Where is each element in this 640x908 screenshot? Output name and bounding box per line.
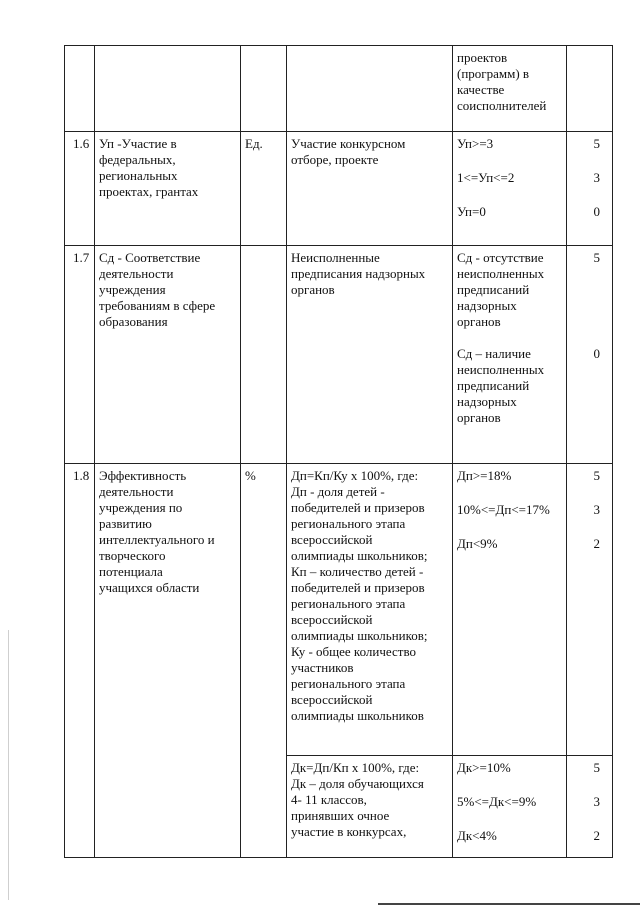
scan-edge-line bbox=[8, 630, 9, 900]
description-cell bbox=[287, 46, 453, 132]
indicator-name-line: деятельности bbox=[99, 266, 174, 281]
description-line: регионального этапа bbox=[291, 516, 406, 531]
row-number: 1.7 bbox=[73, 250, 90, 265]
criteria-line: качестве bbox=[457, 82, 505, 97]
score-cell bbox=[567, 756, 613, 858]
indicator-name-line: деятельности bbox=[99, 484, 174, 499]
criteria-line: Дп<9% bbox=[457, 536, 498, 551]
description-line: Неисполненные bbox=[291, 250, 380, 265]
description-line: олимпиады школьников bbox=[291, 708, 424, 723]
criteria-line: надзорных bbox=[457, 298, 517, 313]
criteria-cell bbox=[453, 46, 567, 132]
score-value: 5 bbox=[593, 468, 600, 483]
score-value: 3 bbox=[593, 170, 600, 185]
indicator-name-line: федеральных, bbox=[99, 152, 176, 167]
row-number-cell bbox=[65, 246, 95, 464]
indicator-name-line: учащихся области bbox=[99, 580, 200, 595]
description-line: всероссийской bbox=[291, 532, 373, 547]
description-line: участников bbox=[291, 660, 354, 675]
criteria-line: органов bbox=[457, 410, 501, 425]
description-line: Дк=Дп/Кп х 100%, где: bbox=[291, 760, 420, 775]
unit-cell bbox=[241, 46, 287, 132]
score-cell bbox=[567, 46, 613, 132]
criteria-line: органов bbox=[457, 314, 501, 329]
score-value: 5 bbox=[593, 760, 600, 775]
criteria-line: Уп>=3 bbox=[457, 136, 494, 151]
description-line: победителей и призеров bbox=[291, 500, 425, 515]
indicator-name-line: требованиям в сфере bbox=[99, 298, 216, 313]
indicator-name-line: учреждения по bbox=[99, 500, 183, 515]
description-line: органов bbox=[291, 282, 335, 297]
criteria-cell bbox=[453, 464, 567, 756]
indicator-name-cell bbox=[95, 132, 241, 246]
footer-rule bbox=[378, 903, 640, 905]
score-cell bbox=[567, 464, 613, 756]
description-line: Кп – количество детей - bbox=[291, 564, 424, 579]
table-row-continuation bbox=[65, 46, 613, 132]
row-number-cell bbox=[65, 464, 95, 858]
indicator-name-line: творческого bbox=[99, 548, 166, 563]
table-row-1-8 bbox=[65, 464, 613, 756]
table-row-1-7 bbox=[65, 246, 613, 464]
score-cell bbox=[567, 246, 613, 464]
indicator-name-line: интеллектуального и bbox=[99, 532, 215, 547]
criteria-line: Сд – наличие bbox=[457, 346, 531, 361]
unit-cell bbox=[241, 246, 287, 464]
description-cell bbox=[287, 464, 453, 756]
description-line: Дп - доля детей - bbox=[291, 484, 385, 499]
description-line: Участие конкурсном bbox=[291, 136, 406, 151]
indicator-name-line: учреждения bbox=[99, 282, 166, 297]
criteria-table bbox=[64, 45, 613, 858]
indicator-name-cell bbox=[95, 46, 241, 132]
criteria-line: предписаний bbox=[457, 282, 530, 297]
score-cell bbox=[567, 132, 613, 246]
score-value: 3 bbox=[593, 502, 600, 517]
score-value: 5 bbox=[593, 250, 600, 265]
description-line: олимпиады школьников; bbox=[291, 548, 428, 563]
criteria-line: проектов bbox=[457, 50, 508, 65]
score-value: 2 bbox=[593, 828, 600, 843]
unit-cell bbox=[241, 464, 287, 858]
description-line: 4- 11 классов, bbox=[291, 792, 367, 807]
criteria-line: Уп=0 bbox=[457, 204, 486, 219]
criteria-cell bbox=[453, 246, 567, 464]
criteria-line: 1<=Уп<=2 bbox=[457, 170, 515, 185]
indicator-name-line: Уп -Участие в bbox=[99, 136, 177, 151]
description-line: отборе, проекте bbox=[291, 152, 379, 167]
unit-cell bbox=[241, 132, 287, 246]
criteria-line: Сд - отсутствие bbox=[457, 250, 544, 265]
indicator-name-line: Сд - Соответствие bbox=[99, 250, 201, 265]
description-line: участие в конкурсах, bbox=[291, 824, 407, 839]
criteria-cell bbox=[453, 132, 567, 246]
description-line: Дк – доля обучающихся bbox=[291, 776, 424, 791]
score-value: 0 bbox=[593, 204, 600, 219]
description-cell bbox=[287, 246, 453, 464]
description-line: регионального этапа bbox=[291, 676, 406, 691]
criteria-line: 5%<=Дк<=9% bbox=[457, 794, 537, 809]
description-line: победителей и призеров bbox=[291, 580, 425, 595]
unit-value: % bbox=[245, 468, 256, 483]
indicator-name-line: потенциала bbox=[99, 564, 163, 579]
indicator-name-cell bbox=[95, 464, 241, 858]
criteria-line: надзорных bbox=[457, 394, 517, 409]
criteria-cell bbox=[453, 756, 567, 858]
description-line: всероссийской bbox=[291, 692, 373, 707]
score-value: 3 bbox=[593, 794, 600, 809]
description-line: Ку - общее количество bbox=[291, 644, 416, 659]
description-line: всероссийской bbox=[291, 612, 373, 627]
description-line: олимпиады школьников; bbox=[291, 628, 428, 643]
description-line: Дп=Кп/Ку х 100%, где: bbox=[291, 468, 419, 483]
criteria-line: (программ) в bbox=[457, 66, 530, 81]
row-number-cell bbox=[65, 46, 95, 132]
score-value: 0 bbox=[593, 346, 600, 361]
indicator-name-line: Эффективность bbox=[99, 468, 187, 483]
criteria-line: 10%<=Дп<=17% bbox=[457, 502, 550, 517]
unit-value: Ед. bbox=[245, 136, 263, 151]
criteria-line: Дп>=18% bbox=[457, 468, 512, 483]
description-line: регионального этапа bbox=[291, 596, 406, 611]
description-line: предписания надзорных bbox=[291, 266, 426, 281]
table-row-1-6 bbox=[65, 132, 613, 246]
row-number: 1.8 bbox=[73, 468, 90, 483]
row-number-cell bbox=[65, 132, 95, 246]
indicator-name-line: региональных bbox=[99, 168, 178, 183]
indicator-name-line: проектах, грантах bbox=[99, 184, 199, 199]
score-value: 2 bbox=[593, 536, 600, 551]
description-cell bbox=[287, 756, 453, 858]
indicator-name-line: развитию bbox=[99, 516, 152, 531]
criteria-line: Дк>=10% bbox=[457, 760, 511, 775]
description-line: принявших очное bbox=[291, 808, 390, 823]
criteria-line: предписаний bbox=[457, 378, 530, 393]
indicator-name-line: образования bbox=[99, 314, 168, 329]
score-value: 5 bbox=[593, 136, 600, 151]
description-cell bbox=[287, 132, 453, 246]
indicator-name-cell bbox=[95, 246, 241, 464]
criteria-line: соисполнителей bbox=[457, 98, 547, 113]
criteria-line: неисполненных bbox=[457, 266, 545, 281]
row-number: 1.6 bbox=[73, 136, 90, 151]
criteria-line: Дк<4% bbox=[457, 828, 497, 843]
criteria-line: неисполненных bbox=[457, 362, 545, 377]
